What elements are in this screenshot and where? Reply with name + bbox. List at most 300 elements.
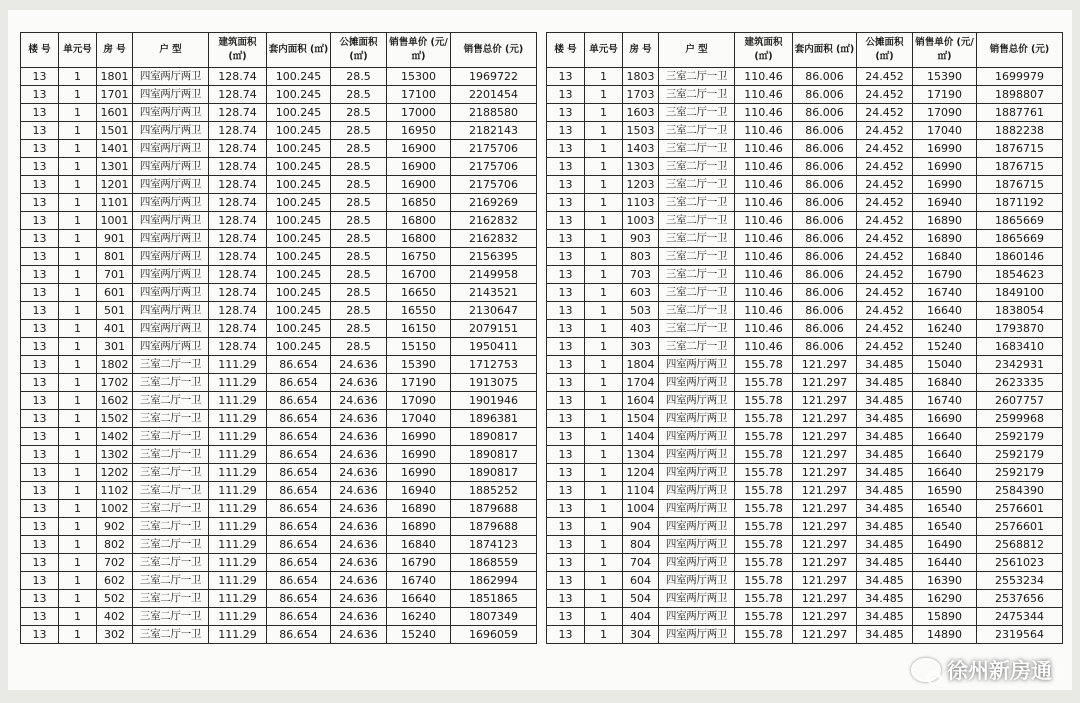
table-cell: 四室两厅两卫 <box>133 230 209 248</box>
table-cell: 17100 <box>387 86 451 104</box>
table-row <box>21 536 537 554</box>
table-cell: 2175706 <box>451 140 537 158</box>
table-row <box>547 122 1063 140</box>
table-cell: 1 <box>59 158 97 176</box>
table-row <box>21 356 537 374</box>
table-cell: 1838054 <box>977 302 1063 320</box>
table-cell: 1 <box>585 104 623 122</box>
table-cell: 13 <box>21 104 59 122</box>
table-row <box>21 122 537 140</box>
table-cell: 16990 <box>387 464 451 482</box>
table-cell: 1203 <box>623 176 659 194</box>
table-cell: 13 <box>21 176 59 194</box>
table-cell: 四室两厅两卫 <box>659 482 735 500</box>
table-cell: 1504 <box>623 410 659 428</box>
wechat-icon <box>911 658 941 682</box>
table-cell: 1 <box>59 464 97 482</box>
table-cell: 34.485 <box>857 536 913 554</box>
table-cell: 24.452 <box>857 140 913 158</box>
table-row <box>547 392 1063 410</box>
table-cell: 110.46 <box>735 320 793 338</box>
table-cell: 100.245 <box>267 338 331 356</box>
table-cell: 1004 <box>623 500 659 518</box>
table-cell: 24.636 <box>331 572 387 590</box>
table-cell: 1101 <box>97 194 133 212</box>
table-cell: 28.5 <box>331 230 387 248</box>
table-cell: 16890 <box>387 518 451 536</box>
table-cell: 13 <box>547 626 585 644</box>
table-cell: 302 <box>97 626 133 644</box>
table-cell: 16990 <box>913 158 977 176</box>
table-row <box>547 266 1063 284</box>
table-cell: 1803 <box>623 68 659 86</box>
table-cell: 2162832 <box>451 230 537 248</box>
table-cell: 100.245 <box>267 176 331 194</box>
table-cell: 100.245 <box>267 212 331 230</box>
table-row <box>547 338 1063 356</box>
table-cell: 16390 <box>913 572 977 590</box>
table-cell: 1 <box>585 194 623 212</box>
table-cell: 1 <box>585 374 623 392</box>
column-header: 公摊面积 (㎡) <box>331 33 387 68</box>
table-row <box>547 410 1063 428</box>
table-row <box>21 194 537 212</box>
table-cell: 128.74 <box>209 86 267 104</box>
table-cell: 28.5 <box>331 338 387 356</box>
table-cell: 三室二厅一卫 <box>659 140 735 158</box>
table-cell: 13 <box>21 122 59 140</box>
table-cell: 1862994 <box>451 572 537 590</box>
table-cell: 2475344 <box>977 608 1063 626</box>
table-cell: 16750 <box>387 248 451 266</box>
table-cell: 三室二厅一卫 <box>133 464 209 482</box>
column-header: 单元号 <box>585 33 623 68</box>
table-cell: 1201 <box>97 176 133 194</box>
table-cell: 24.636 <box>331 590 387 608</box>
table-cell: 121.297 <box>793 572 857 590</box>
table-cell: 三室二厅一卫 <box>659 104 735 122</box>
table-cell: 2149958 <box>451 266 537 284</box>
table-cell: 111.29 <box>209 518 267 536</box>
table-cell: 13 <box>21 374 59 392</box>
table-cell: 1 <box>59 410 97 428</box>
table-cell: 28.5 <box>331 68 387 86</box>
table-cell: 13 <box>547 176 585 194</box>
table-cell: 四室两厅两卫 <box>659 626 735 644</box>
table-cell: 1302 <box>97 446 133 464</box>
table-cell: 128.74 <box>209 230 267 248</box>
table-cell: 121.297 <box>793 446 857 464</box>
table-cell: 13 <box>21 446 59 464</box>
table-cell: 13 <box>21 248 59 266</box>
table-cell: 13 <box>21 140 59 158</box>
table-cell: 24.636 <box>331 554 387 572</box>
table-cell: 四室两厅两卫 <box>659 572 735 590</box>
table-cell: 16640 <box>913 446 977 464</box>
table-cell: 16640 <box>913 428 977 446</box>
table-cell: 1 <box>585 122 623 140</box>
table-cell: 86.654 <box>267 590 331 608</box>
table-row <box>547 572 1063 590</box>
table-cell: 13 <box>547 194 585 212</box>
table-cell: 121.297 <box>793 608 857 626</box>
table-cell: 三室二厅一卫 <box>133 374 209 392</box>
table-cell: 三室二厅一卫 <box>133 590 209 608</box>
table-cell: 110.46 <box>735 194 793 212</box>
table-cell: 2319564 <box>977 626 1063 644</box>
table-cell: 110.46 <box>735 302 793 320</box>
table-cell: 16990 <box>913 176 977 194</box>
table-cell: 904 <box>623 518 659 536</box>
table-cell: 24.636 <box>331 356 387 374</box>
table-cell: 86.006 <box>793 230 857 248</box>
table-row <box>547 212 1063 230</box>
table-cell: 四室两厅两卫 <box>659 410 735 428</box>
table-cell: 1 <box>585 428 623 446</box>
table-cell: 1699979 <box>977 68 1063 86</box>
table-header-row <box>21 33 537 68</box>
table-cell: 111.29 <box>209 626 267 644</box>
table-cell: 28.5 <box>331 158 387 176</box>
table-cell: 111.29 <box>209 446 267 464</box>
table-cell: 1 <box>585 212 623 230</box>
table-cell: 110.46 <box>735 140 793 158</box>
table-cell: 三室二厅一卫 <box>133 356 209 374</box>
table-cell: 1969722 <box>451 68 537 86</box>
table-row <box>21 446 537 464</box>
table-row <box>21 302 537 320</box>
table-cell: 1 <box>59 536 97 554</box>
table-cell: 24.636 <box>331 410 387 428</box>
table-cell: 13 <box>21 572 59 590</box>
table-cell: 111.29 <box>209 536 267 554</box>
table-cell: 111.29 <box>209 428 267 446</box>
table-cell: 111.29 <box>209 500 267 518</box>
table-cell: 704 <box>623 554 659 572</box>
table-cell: 16590 <box>913 482 977 500</box>
table-cell: 16940 <box>387 482 451 500</box>
column-header: 销售单价 (元/㎡) <box>913 33 977 68</box>
table-cell: 110.46 <box>735 86 793 104</box>
table-cell: 四室两厅两卫 <box>659 590 735 608</box>
table-cell: 121.297 <box>793 356 857 374</box>
table-cell: 1801 <box>97 68 133 86</box>
table-cell: 1 <box>585 410 623 428</box>
table-cell: 16540 <box>913 518 977 536</box>
table-cell: 15390 <box>913 68 977 86</box>
table-row <box>21 158 537 176</box>
table-cell: 86.006 <box>793 68 857 86</box>
table-cell: 1 <box>59 320 97 338</box>
table-cell: 17090 <box>387 392 451 410</box>
table-cell: 1876715 <box>977 140 1063 158</box>
table-cell: 34.485 <box>857 482 913 500</box>
table-cell: 86.654 <box>267 464 331 482</box>
table-cell: 1 <box>59 302 97 320</box>
table-cell: 110.46 <box>735 104 793 122</box>
table-cell: 1 <box>59 392 97 410</box>
table-cell: 86.006 <box>793 248 857 266</box>
table-cell: 三室二厅一卫 <box>659 194 735 212</box>
table-cell: 86.006 <box>793 266 857 284</box>
table-cell: 1868559 <box>451 554 537 572</box>
table-cell: 110.46 <box>735 338 793 356</box>
table-cell: 2592179 <box>977 428 1063 446</box>
table-cell: 2169269 <box>451 194 537 212</box>
table-cell: 四室两厅两卫 <box>659 464 735 482</box>
table-cell: 13 <box>547 410 585 428</box>
table-cell: 1887761 <box>977 104 1063 122</box>
table-cell: 155.78 <box>735 572 793 590</box>
table-cell: 24.636 <box>331 428 387 446</box>
table-cell: 15390 <box>387 356 451 374</box>
table-cell: 13 <box>547 284 585 302</box>
table-cell: 13 <box>21 68 59 86</box>
table-cell: 17090 <box>913 104 977 122</box>
table-cell: 15300 <box>387 68 451 86</box>
table-cell: 13 <box>21 230 59 248</box>
table-cell: 1 <box>585 536 623 554</box>
table-cell: 34.485 <box>857 356 913 374</box>
column-header: 户 型 <box>133 33 209 68</box>
table-cell: 24.636 <box>331 500 387 518</box>
table-cell: 1 <box>59 554 97 572</box>
table-cell: 四室两厅两卫 <box>133 176 209 194</box>
table-cell: 1 <box>585 518 623 536</box>
column-header: 楼 号 <box>21 33 59 68</box>
table-cell: 16650 <box>387 284 451 302</box>
table-cell: 28.5 <box>331 86 387 104</box>
table-cell: 四室两厅两卫 <box>659 374 735 392</box>
table-row <box>547 356 1063 374</box>
table-cell: 17000 <box>387 104 451 122</box>
table-cell: 13 <box>21 356 59 374</box>
table-cell: 110.46 <box>735 248 793 266</box>
table-cell: 128.74 <box>209 320 267 338</box>
table-cell: 128.74 <box>209 338 267 356</box>
table-cell: 86.006 <box>793 302 857 320</box>
table-cell: 2079151 <box>451 320 537 338</box>
table-cell: 155.78 <box>735 554 793 572</box>
table-cell: 24.452 <box>857 194 913 212</box>
table-row <box>21 482 537 500</box>
table-cell: 2553234 <box>977 572 1063 590</box>
table-cell: 16700 <box>387 266 451 284</box>
table-cell: 四室两厅两卫 <box>133 122 209 140</box>
table-cell: 28.5 <box>331 212 387 230</box>
table-row <box>547 482 1063 500</box>
table-row <box>21 266 537 284</box>
table-cell: 34.485 <box>857 554 913 572</box>
table-cell: 2162832 <box>451 212 537 230</box>
table-row <box>547 464 1063 482</box>
table-cell: 34.485 <box>857 626 913 644</box>
table-cell: 121.297 <box>793 554 857 572</box>
table-cell: 三室二厅一卫 <box>133 482 209 500</box>
table-cell: 16440 <box>913 554 977 572</box>
table-row <box>21 212 537 230</box>
table-cell: 13 <box>547 536 585 554</box>
table-cell: 24.636 <box>331 374 387 392</box>
table-cell: 三室二厅一卫 <box>659 302 735 320</box>
table-cell: 1 <box>585 590 623 608</box>
table-cell: 13 <box>547 302 585 320</box>
table-cell: 128.74 <box>209 248 267 266</box>
table-cell: 13 <box>547 212 585 230</box>
table-cell: 1 <box>585 392 623 410</box>
table-cell: 155.78 <box>735 410 793 428</box>
table-cell: 2623335 <box>977 374 1063 392</box>
table-cell: 121.297 <box>793 536 857 554</box>
column-header: 建筑面积 (㎡) <box>735 33 793 68</box>
table-cell: 34.485 <box>857 608 913 626</box>
table-cell: 404 <box>623 608 659 626</box>
table-cell: 121.297 <box>793 482 857 500</box>
table-cell: 1601 <box>97 104 133 122</box>
table-cell: 16640 <box>387 590 451 608</box>
table-cell: 三室二厅一卫 <box>659 266 735 284</box>
table-cell: 16940 <box>913 194 977 212</box>
column-header: 建筑面积 (㎡) <box>209 33 267 68</box>
table-cell: 1865669 <box>977 230 1063 248</box>
table-cell: 1502 <box>97 410 133 428</box>
price-table-left <box>20 32 537 644</box>
table-cell: 16850 <box>387 194 451 212</box>
table-cell: 16840 <box>913 374 977 392</box>
table-cell: 100.245 <box>267 122 331 140</box>
table-row <box>21 320 537 338</box>
table-cell: 28.5 <box>331 320 387 338</box>
table-cell: 1860146 <box>977 248 1063 266</box>
table-cell: 三室二厅一卫 <box>133 536 209 554</box>
table-cell: 801 <box>97 248 133 266</box>
table-row <box>547 518 1063 536</box>
table-row <box>21 590 537 608</box>
table-cell: 603 <box>623 284 659 302</box>
table-cell: 1913075 <box>451 374 537 392</box>
table-cell: 1854623 <box>977 266 1063 284</box>
table-cell: 1 <box>585 176 623 194</box>
table-cell: 111.29 <box>209 356 267 374</box>
table-row <box>21 230 537 248</box>
table-cell: 三室二厅一卫 <box>133 410 209 428</box>
table-cell: 三室二厅一卫 <box>659 338 735 356</box>
table-cell: 13 <box>21 194 59 212</box>
table-cell: 15040 <box>913 356 977 374</box>
table-cell: 16800 <box>387 230 451 248</box>
table-row <box>547 86 1063 104</box>
table-cell: 三室二厅一卫 <box>659 320 735 338</box>
table-cell: 13 <box>21 86 59 104</box>
table-cell: 13 <box>21 500 59 518</box>
table-cell: 16800 <box>387 212 451 230</box>
table-cell: 1 <box>59 572 97 590</box>
column-header: 单元号 <box>59 33 97 68</box>
table-cell: 四室两厅两卫 <box>133 248 209 266</box>
table-cell: 128.74 <box>209 104 267 122</box>
table-cell: 13 <box>21 590 59 608</box>
table-cell: 100.245 <box>267 284 331 302</box>
table-cell: 1 <box>59 212 97 230</box>
table-cell: 2130647 <box>451 302 537 320</box>
table-cell: 24.636 <box>331 482 387 500</box>
table-cell: 2568812 <box>977 536 1063 554</box>
table-row <box>21 68 537 86</box>
table-cell: 28.5 <box>331 284 387 302</box>
table-cell: 86.654 <box>267 446 331 464</box>
table-cell: 16900 <box>387 158 451 176</box>
table-cell: 16890 <box>913 230 977 248</box>
table-cell: 四室两厅两卫 <box>133 68 209 86</box>
table-cell: 1 <box>59 374 97 392</box>
table-cell: 16290 <box>913 590 977 608</box>
table-cell: 804 <box>623 536 659 554</box>
table-cell: 三室二厅一卫 <box>133 392 209 410</box>
table-cell: 16740 <box>387 572 451 590</box>
table-cell: 1 <box>59 68 97 86</box>
table-cell: 110.46 <box>735 158 793 176</box>
table-cell: 24.452 <box>857 338 913 356</box>
table-cell: 28.5 <box>331 194 387 212</box>
table-cell: 13 <box>21 518 59 536</box>
table-cell: 四室两厅两卫 <box>659 536 735 554</box>
table-cell: 16240 <box>387 608 451 626</box>
table-cell: 2182143 <box>451 122 537 140</box>
table-cell: 四室两厅两卫 <box>133 104 209 122</box>
table-cell: 24.636 <box>331 518 387 536</box>
table-cell: 13 <box>21 158 59 176</box>
table-cell: 四室两厅两卫 <box>133 158 209 176</box>
table-row <box>547 590 1063 608</box>
table-cell: 128.74 <box>209 212 267 230</box>
watermark-text: 徐州新房通 <box>947 659 1052 683</box>
table-cell: 1712753 <box>451 356 537 374</box>
table-cell: 1879688 <box>451 500 537 518</box>
table-row <box>547 446 1063 464</box>
table-row <box>21 428 537 446</box>
table-cell: 四室两厅两卫 <box>133 140 209 158</box>
table-cell: 1 <box>585 140 623 158</box>
table-cell: 2143521 <box>451 284 537 302</box>
table-cell: 1683410 <box>977 338 1063 356</box>
table-row <box>21 410 537 428</box>
table-cell: 128.74 <box>209 284 267 302</box>
table-cell: 121.297 <box>793 518 857 536</box>
table-cell: 15240 <box>387 626 451 644</box>
table-cell: 28.5 <box>331 176 387 194</box>
table-row <box>21 626 537 644</box>
table-cell: 2576601 <box>977 518 1063 536</box>
table-cell: 86.006 <box>793 176 857 194</box>
table-cell: 24.452 <box>857 320 913 338</box>
table-cell: 100.245 <box>267 68 331 86</box>
table-cell: 24.636 <box>331 464 387 482</box>
document-page <box>8 10 1072 690</box>
table-cell: 86.006 <box>793 212 857 230</box>
table-cell: 24.636 <box>331 446 387 464</box>
table-cell: 86.654 <box>267 356 331 374</box>
table-cell: 1701 <box>97 86 133 104</box>
table-row <box>547 428 1063 446</box>
column-header: 销售总价 (元) <box>977 33 1063 68</box>
table-cell: 1702 <box>97 374 133 392</box>
table-cell: 16690 <box>913 410 977 428</box>
table-cell: 28.5 <box>331 140 387 158</box>
table-cell: 13 <box>547 122 585 140</box>
table-cell: 34.485 <box>857 464 913 482</box>
table-cell: 1 <box>585 572 623 590</box>
table-cell: 86.654 <box>267 608 331 626</box>
